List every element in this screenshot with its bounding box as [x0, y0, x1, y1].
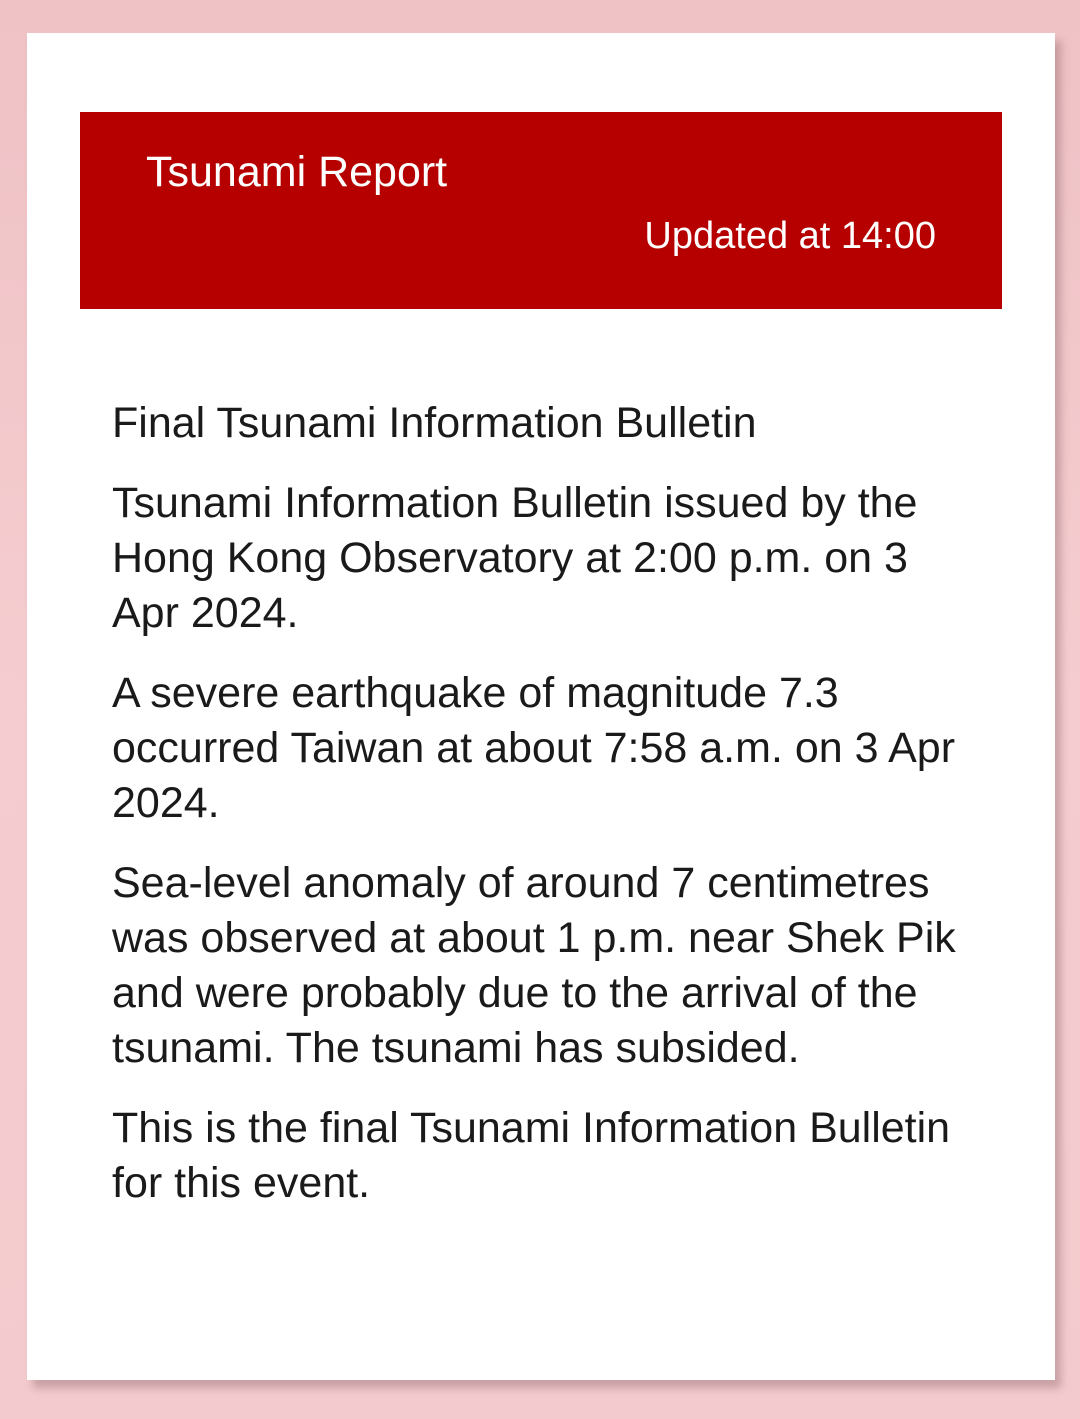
- bulletin-paragraph: A severe earthquake of magnitude 7.3 occurred Taiwan at about 7:58 a.m. on 3 Apr 2024.: [112, 669, 956, 827]
- tsunami-report-card: [27, 33, 1055, 1380]
- bulletin-content: [112, 396, 972, 1236]
- bulletin-heading: Final Tsunami Information Bulletin: [112, 399, 757, 447]
- bulletin-paragraph: Sea-level anomaly of around 7 centimetres was observed at about 1 p.m. near Shek Pik and were probably due to the arrival of the tsunami. The tsunami has subsided.: [112, 859, 956, 1072]
- bulletin-paragraph: This is the final Tsunami Information Bulletin for this event.: [112, 1104, 951, 1207]
- report-title: Tsunami Report: [146, 148, 448, 196]
- report-header-banner: [80, 112, 1002, 309]
- bulletin-paragraph: Tsunami Information Bulletin issued by the Hong Kong Observatory at 2:00 p.m. on 3 Apr 2024.: [112, 479, 918, 637]
- updated-timestamp: Updated at 14:00: [644, 215, 936, 257]
